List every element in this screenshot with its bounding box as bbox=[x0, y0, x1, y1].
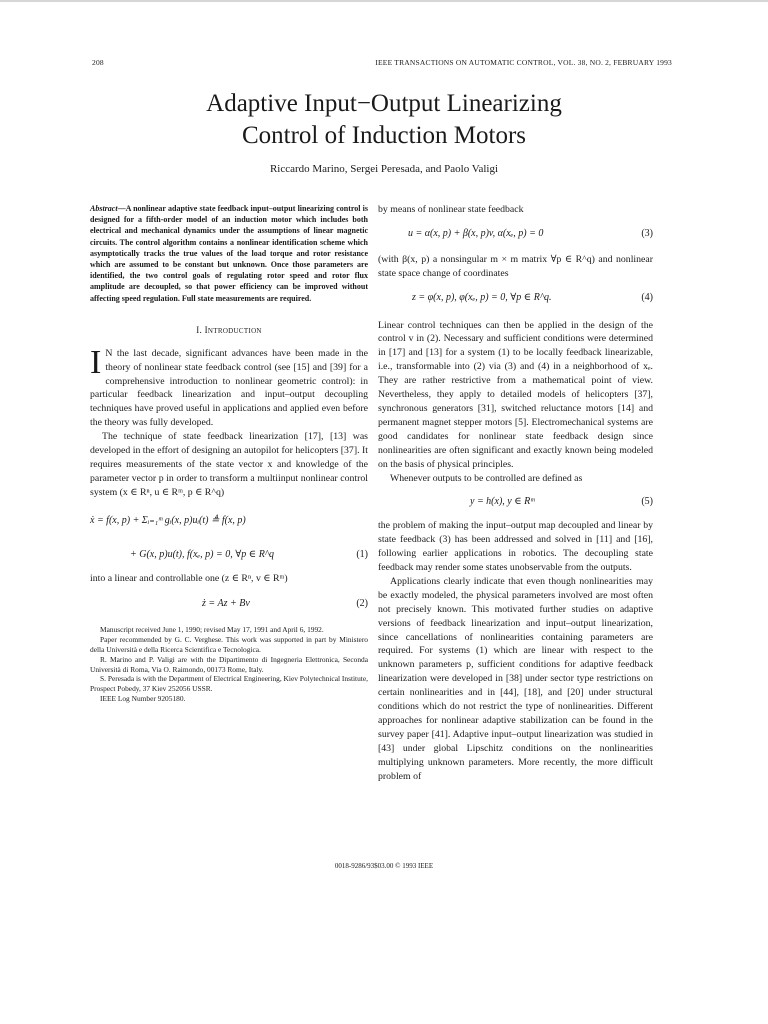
equation-content: + G(x, p)u(t), f(xₑ, p) = 0, ∀p ∈ R^q bbox=[130, 548, 275, 560]
abstract bbox=[90, 203, 368, 304]
equation-number: (2) bbox=[356, 598, 368, 610]
section-heading-word: NTRODUCTION bbox=[207, 326, 262, 335]
equation-5 bbox=[378, 495, 653, 509]
page-number: 208 bbox=[92, 58, 104, 67]
right-paragraph-4: Whenever outputs to be controlled are defined as bbox=[390, 472, 583, 484]
footnote: Paper recommended by G. C. Verghese. This work was supported in part by Ministero della Università e della Ricerca Scientifica e Tecnologica. bbox=[90, 635, 368, 654]
intro-p1-first-line: N the last decade, significant advances have been made bbox=[105, 347, 340, 359]
right-paragraph-5: the problem of making the input–output map decoupled and linear by state feedback (3) has been addressed and solved in [11] and [16], following earlier applications in robotics. The decoupling state feedback may render some states unobservable from the outputs. bbox=[378, 520, 653, 574]
equation-content: y = h(x), y ∈ Rᵐ bbox=[470, 496, 535, 508]
equation-2 bbox=[90, 597, 368, 611]
equation-3 bbox=[378, 227, 653, 241]
right-column bbox=[378, 203, 653, 784]
footnote: IEEE Log Number 9205180. bbox=[100, 693, 186, 703]
drop-cap: I bbox=[90, 343, 102, 381]
left-column bbox=[90, 203, 368, 704]
equation-1a bbox=[90, 514, 368, 528]
right-paragraph-1: by means of nonlinear state feedback bbox=[378, 204, 524, 215]
equation-content: u = α(x, p) + β(x, p)v, α(xₑ, p) = 0 bbox=[408, 227, 544, 239]
abstract-label: Abstract bbox=[90, 204, 118, 213]
author-list: Riccardo Marino, Sergei Peresada, and Paolo Valigi bbox=[269, 163, 499, 175]
right-paragraph-6: Applications clearly indicate that even though nonlinearities may be exactly modeled, the physical parameters involved are most often not precisely known. This motivated further studies on adaptive versions of feedback linearization and input–output linearization, since cancellations of nonlinearities containing parameters are required. For systems (1) which are linear with respect to the unknown parameters p, sufficient conditions for adaptive feedback linearization were developed in [38] under sector type restrictions on certain nonlinearities and in [44], [18], and [20] under structural conditions which do not restrict the type of nonlinearities. Different approaches for nonlinear adaptive stabilization can be found in the survey paper [41]. Adaptive input–output linearization was studied in [43] under global Lipschitz conditions on the nonlinearities multiplying unknown parameters. More recently, the more difficult problem of bbox=[378, 575, 653, 782]
intro-paragraph-2: The technique of state feedback linearization [17], [13] was developed in the effort of designing an autopilot for helicopters [37]. It requires measurements of the state vector x and knowledge of the parameter vector p in order to transform a multiinput nonlinear control system (x ∈ Rⁿ, u ∈ Rᵐ, p ∈ R^q) bbox=[90, 431, 368, 498]
footnote: S. Peresada is with the Department of Electrical Engineering, Kiev Polytechnical Institute, Prospect Pobedy, 37 Kiev 252056 USSR. bbox=[90, 674, 368, 694]
equation-number: (5) bbox=[641, 496, 653, 508]
section-heading-prefix: I. I bbox=[196, 324, 208, 335]
journal-name: IEEE TRANSACTIONS ON AUTOMATIC CONTROL, VOL. 38, NO. 2, FEBRUARY 1993 bbox=[375, 58, 672, 67]
scan-edge bbox=[0, 0, 768, 2]
equation-content: z = φ(x, p), φ(xₑ, p) = 0, ∀p ∈ R^q. bbox=[412, 291, 552, 303]
equation-content: ẋ = f(x, p) + Σᵢ₌₁ᵐ gᵢ(x, p)uᵢ(t) ≜ f(x, p) bbox=[90, 514, 246, 526]
footnote: R. Marino and P. Valigi are with the Dipartimento di Ingegneria Elettronica, Seconda Università di Roma, Via O. Raimondo, 00173 Rome, Italy. bbox=[90, 654, 368, 674]
equation-number: (3) bbox=[641, 227, 653, 239]
equation-number: (4) bbox=[641, 291, 653, 303]
section-heading-introduction bbox=[90, 324, 368, 339]
footnote: Manuscript received June 1, 1990; revised May 17, 1991 and April 6, 1992. bbox=[100, 625, 324, 635]
equation-4 bbox=[378, 291, 653, 305]
right-paragraph-3: Linear control techniques can then be applied in the design of the control v in (2). Necessary and sufficient conditions were determined in [17] and [13] for a system (1) to be locally feedback linearizable, i.e., transformable into (2) via (3) and (4) in a neighborhood of xₑ. They are rather restrictive from a mathematical point of view. Nevertheless, they apply to detailed models of helicopters [37], synchronous generators [31], switched reluctance motors [14] and permanent magnet stepper motors [5]. Electromechanical systems are good candidates for nonlinear state feedback design since nonlinearities are often significant and exactly known being modeled on the basis of physical principles. bbox=[378, 319, 653, 470]
running-header bbox=[92, 58, 672, 67]
paper-title bbox=[0, 88, 768, 152]
intro-paragraph-1 bbox=[90, 343, 369, 430]
equation-content: ż = Az + Bv bbox=[202, 598, 250, 610]
equation-1b bbox=[90, 548, 368, 562]
copyright-footer: 0018-9286/93$03.00 © 1993 IEEE bbox=[334, 862, 434, 870]
title-line-2: Control of Induction Motors bbox=[241, 122, 526, 149]
equation-number: (1) bbox=[356, 548, 368, 560]
intro-p1-rest: in the theory of nonlinear state feedback control (see [15] and [39] for a comprehensive introduction to nonlinear geometric control): in particular feedback linearization and input–output decoupling techniques have proved useful in applications and applied even before the theory was fully developed. bbox=[90, 347, 369, 429]
footnotes bbox=[90, 625, 368, 703]
abstract-text: —A nonlinear adaptive state feedback input–output linearizing control is designed for a fifth-order model of an induction motor which includes both electrical and mechanical dynamics under the assumptions of linear magnetic circuits. The control algorithm contains a nonlinear identification scheme which asymptotically tracks the true values of the load torque and rotor resistance which are assumed to be constant but unknown. Once those parameters are identified, the two control goals of regulating rotor speed and rotor flux amplitude are decoupled, so that power efficiency can be improved without affecting speed regulation. Full state measurements are required. bbox=[90, 204, 368, 303]
text-between-equations: into a linear and controllable one (z ∈ Rⁿ, v ∈ Rᵐ) bbox=[90, 572, 288, 584]
right-paragraph-2: (with β(x, p) a nonsingular m × m matrix ∀p ∈ R^q) and nonlinear state space change of coordinates bbox=[378, 253, 653, 279]
title-line-1: Adaptive Input−Output Linearizing bbox=[206, 90, 562, 117]
